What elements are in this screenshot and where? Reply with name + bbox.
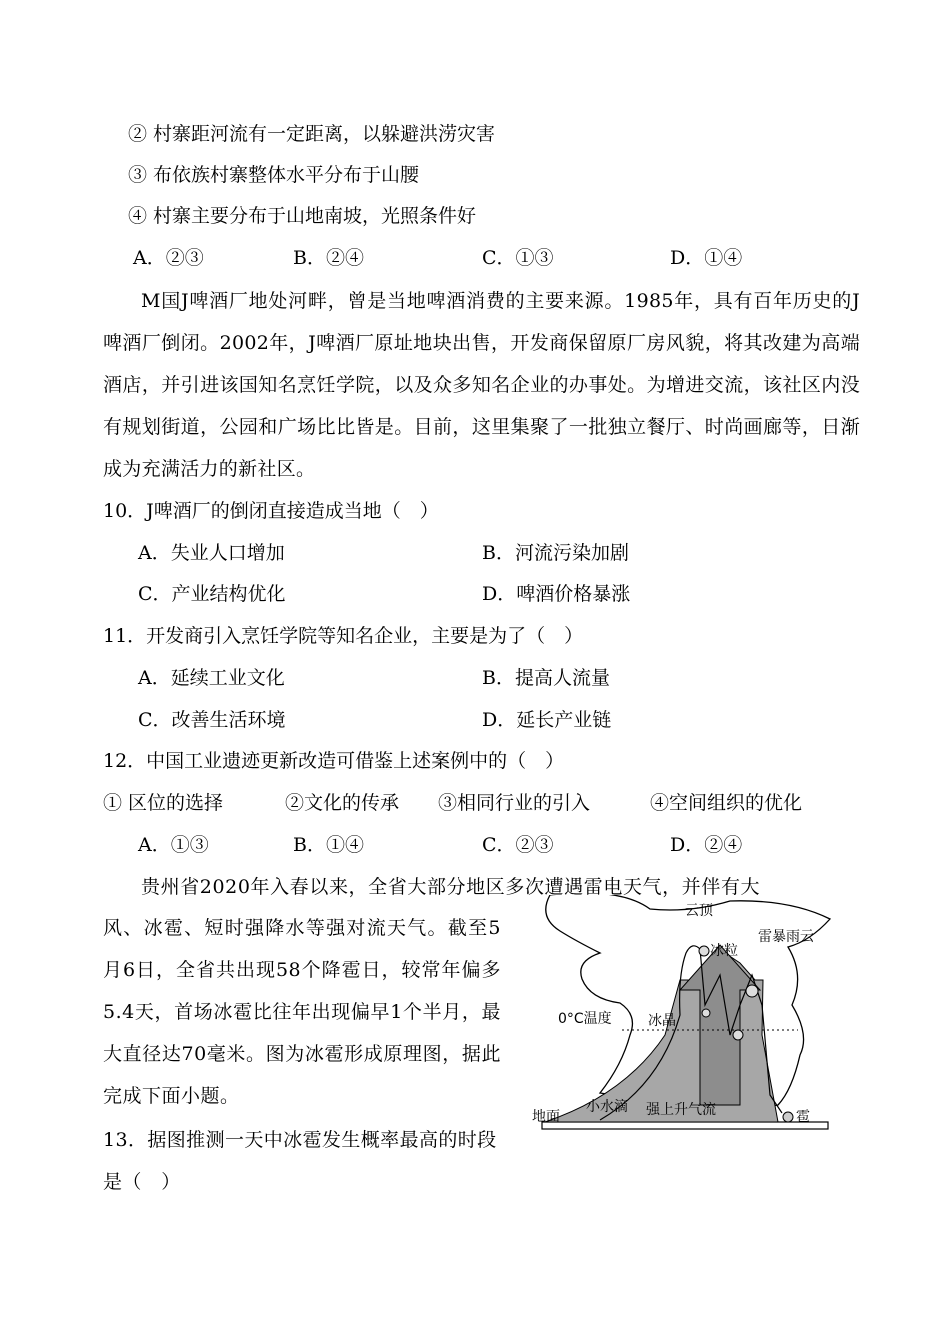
q10-option-b: B．河流污染加剧: [482, 542, 629, 564]
q11-option-c: C．改善生活环境: [138, 709, 286, 731]
q10-option-a: A．失业人口增加: [138, 542, 285, 564]
label-zero-temperature: 0°C温度: [558, 1011, 612, 1027]
hail-formation-diagram: [530, 895, 840, 1145]
label-water-droplet: 小水滴: [586, 1099, 628, 1115]
q12-option-c: C．②③: [482, 834, 554, 856]
q12-item-4: ④空间组织的优化: [650, 792, 803, 814]
label-hail: 雹: [796, 1109, 810, 1125]
hail-stone: [783, 1112, 793, 1122]
label-ice-grain: 冰粒: [710, 943, 738, 959]
q10-option-d: D．啤酒价格暴涨: [482, 583, 631, 605]
q12-option-a: A．①③: [138, 834, 209, 856]
q11-option-d: D．延长产业链: [482, 709, 612, 731]
q12-stem: 12．中国工业遗迹更新改造可借鉴上述案例中的（ ）: [103, 750, 565, 772]
ice-particle: [733, 1030, 743, 1040]
q12-item-2: ②文化的传承: [285, 792, 400, 814]
q9-option-c: C．①③: [482, 247, 554, 269]
q12-option-d: D．②④: [670, 834, 743, 856]
q13-stem: 13．据图推测一天中冰雹发生概率最高的时段是（ ）: [103, 1129, 497, 1193]
q11-option-b: B．提高人流量: [482, 667, 610, 689]
q12-item-1: ① 区位的选择: [103, 792, 224, 814]
q10-stem: 10．J啤酒厂的倒闭直接造成当地（ ）: [103, 500, 439, 522]
ice-crystal-particle: [702, 1009, 710, 1017]
q9-option-b: B．②④: [293, 247, 364, 269]
ice-grain-particle: [699, 946, 709, 956]
prev-item-4: ④ 村寨主要分布于山地南坡，光照条件好: [128, 205, 477, 227]
q11-stem: 11．开发商引入烹饪学院等知名企业，主要是为了（ ）: [103, 625, 584, 647]
label-cloud-top: 云顶: [685, 903, 713, 919]
ground-bar: [542, 1122, 828, 1129]
passage-brewery: M国J啤酒厂地处河畔，曾是当地啤酒消费的主要来源。1985年，具有百年历史的J啤酒厂倒闭。2002年，J啤酒厂原址地块出售，开发商保留原厂房风貌，将其改建为高端酒店，并引进该国知名烹饪学院，以及众多知名企业的办事处。为增进交流，该社区内没有规划街道，公园和广场比比皆是。目前，这里集聚了一批独立餐厅、时尚画廊等，日渐成为充满活力的新社区。: [103, 290, 860, 480]
passage-hail: 风、冰雹、短时强降水等强对流天气。截至5月6日，全省共出现58个降雹日，较常年偏多5.4天，首场冰雹比往年出现偏早1个半月，最大直径达70毫米。图为冰雹形成原理图，据此完成下面小题。: [103, 917, 501, 1107]
label-storm-cloud: 雷暴雨云: [758, 929, 814, 945]
label-updraft: 强上升气流: [646, 1102, 716, 1118]
prev-item-3: ③ 布依族村寨整体水平分布于山腰: [128, 164, 420, 186]
q9-option-a: A．②③: [133, 247, 204, 269]
q11-option-a: A．延续工业文化: [138, 667, 285, 689]
ice-particle-large: [746, 985, 758, 997]
q10-option-c: C．产业结构优化: [138, 583, 286, 605]
label-ice-crystal: 冰晶: [648, 1013, 676, 1029]
prev-item-2: ② 村寨距河流有一定距离，以躲避洪涝灾害: [128, 123, 496, 145]
label-ground: 地面: [532, 1109, 560, 1125]
q12-item-3: ③相同行业的引入: [438, 792, 591, 814]
passage-hail-first-line: 贵州省2020年入春以来，全省大部分地区多次遭遇雷电天气，并伴有大: [141, 876, 761, 898]
q12-option-b: B．①④: [293, 834, 364, 856]
q9-option-d: D．①④: [670, 247, 743, 269]
